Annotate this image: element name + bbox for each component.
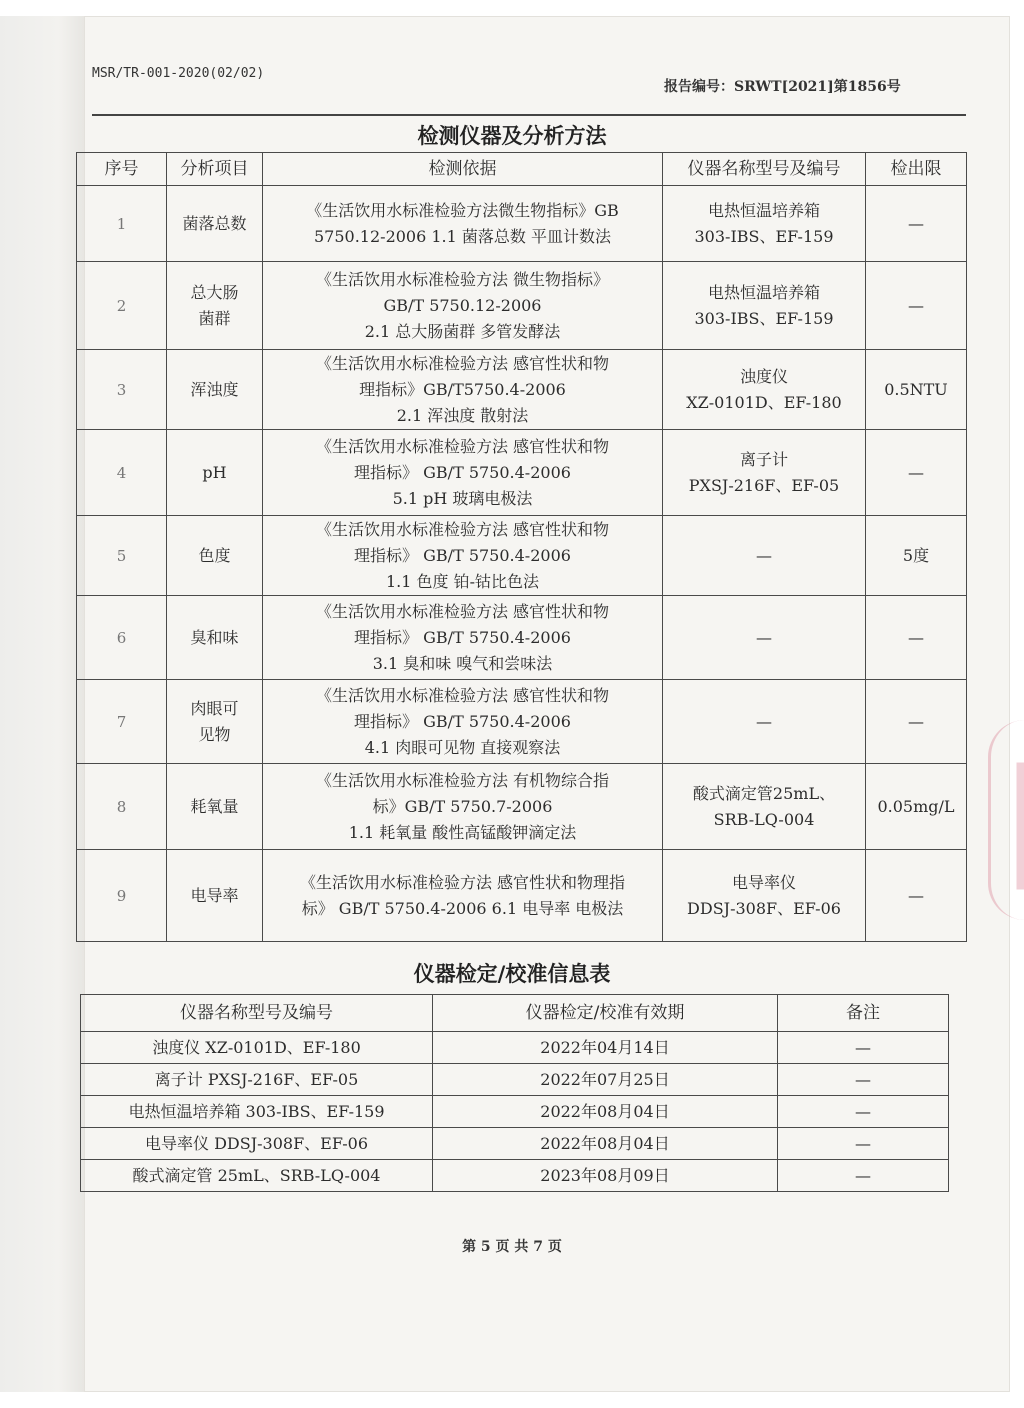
row-number: 1 (77, 186, 167, 262)
table-row (77, 350, 967, 430)
analysis-item: pH (167, 430, 263, 516)
detection-limit: 0.5NTU (866, 350, 967, 430)
calibration-instrument: 电热恒温培养箱 303-IBS、EF-159 (81, 1096, 433, 1128)
header-no: 序号 (77, 153, 167, 186)
header-divider (92, 114, 966, 116)
basis-line: 5.1 pH 玻璃电极法 (392, 488, 533, 508)
scan-edge (0, 16, 84, 1392)
analysis-item: 肉眼可见物 (167, 680, 263, 764)
basis-line: 《生活饮用水标准检验方法 感官性状和物 (315, 436, 610, 456)
instrument-line: 浊度仪 (739, 366, 788, 386)
calibration-instrument: 电导率仪 DDSJ-308F、EF-06 (81, 1128, 433, 1160)
basis-line: GB/T 5750.12-2006 (383, 295, 542, 315)
instrument-line: 303-IBS、EF-159 (694, 308, 834, 328)
row-number: 2 (77, 262, 167, 350)
test-basis (263, 764, 663, 850)
row-number: 9 (77, 850, 167, 942)
basis-line: 3.1 臭和味 嗅气和尝味法 (372, 653, 553, 673)
basis-line: 理指标》 GB/T 5750.4-2006 (354, 545, 571, 565)
calibration-valid-date: 2022年07月25日 (433, 1064, 778, 1096)
table-row (77, 850, 967, 942)
basis-line: 2.1 浑浊度 散射法 (396, 405, 529, 425)
analysis-item: 浑浊度 (167, 350, 263, 430)
row-number: 4 (77, 430, 167, 516)
instrument-line: XZ-0101D、EF-180 (686, 392, 842, 412)
header-basis: 检测依据 (263, 153, 663, 186)
row-number: 6 (77, 596, 167, 680)
analysis-item: 耗氧量 (167, 764, 263, 850)
instrument-line: — (756, 711, 772, 731)
basis-line: 理指标》 GB/T 5750.4-2006 (354, 462, 571, 482)
basis-line: 5750.12-2006 1.1 菌落总数 平皿计数法 (314, 226, 611, 246)
row-number: 7 (77, 680, 167, 764)
row-number: 8 (77, 764, 167, 850)
instrument (663, 850, 866, 942)
header-instrument: 仪器名称型号及编号 (663, 153, 866, 186)
instrument (663, 596, 866, 680)
calibration-note: — (778, 1096, 949, 1128)
instrument (663, 262, 866, 350)
calibration-note: — (778, 1128, 949, 1160)
table-row (77, 764, 967, 850)
analysis-item: 色度 (167, 516, 263, 596)
calibration-title: 仪器检定/校准信息表 (413, 962, 611, 986)
test-basis (263, 516, 663, 596)
instrument-line: — (756, 545, 772, 565)
analysis-item: 电导率 (167, 850, 263, 942)
table-row (77, 516, 967, 596)
calibration-note: — (778, 1160, 949, 1192)
basis-line: 1.1 色度 铂-钴比色法 (385, 571, 540, 591)
instrument (663, 350, 866, 430)
row-number: 3 (77, 350, 167, 430)
basis-line: 《生活饮用水标准检验方法 感官性状和物 (315, 685, 610, 705)
basis-line: 标》GB/T 5750.7-2006 (372, 796, 553, 816)
basis-line: 《生活饮用水标准检验方法 有机物综合指 (315, 770, 610, 790)
basis-line: 理指标》 GB/T 5750.4-2006 (354, 711, 571, 731)
detection-limit: — (866, 596, 967, 680)
detection-limit: — (866, 680, 967, 764)
basis-line: 《生活饮用水标准检验方法 感官性状和物 (315, 601, 610, 621)
detection-limit: 0.05mg/L (866, 764, 967, 850)
test-basis (263, 430, 663, 516)
basis-line: 标》 GB/T 5750.4-2006 6.1 电导率 电极法 (301, 898, 624, 918)
calibration-valid-date: 2022年04月14日 (433, 1032, 778, 1064)
header-limit: 检出限 (866, 153, 967, 186)
instrument-line: PXSJ-216F、EF-05 (688, 475, 840, 495)
page-number: 第 5 页 共 7 页 (462, 1239, 562, 1255)
instrument (663, 516, 866, 596)
test-basis (263, 850, 663, 942)
header-item: 分析项目 (167, 153, 263, 186)
table-row (81, 1160, 949, 1192)
table-row (77, 262, 967, 350)
basis-line: 《生活饮用水标准检验方法 微生物指标》 (315, 269, 610, 289)
table-header-row (77, 153, 967, 186)
instrument-line: 离子计 (739, 449, 788, 469)
table-header-row (81, 995, 949, 1032)
header-instrument: 仪器名称型号及编号 (81, 995, 433, 1032)
table-row (77, 186, 967, 262)
detection-limit: — (866, 186, 967, 262)
detection-limit: — (866, 850, 967, 942)
calibration-instrument: 离子计 PXSJ-216F、EF-05 (81, 1064, 433, 1096)
test-basis (263, 680, 663, 764)
methods-title: 检测仪器及分析方法 (417, 124, 607, 148)
instrument (663, 430, 866, 516)
calibration-valid-date: 2022年08月04日 (433, 1096, 778, 1128)
calibration-valid-date: 2023年08月09日 (433, 1160, 778, 1192)
report-number: 报告编号：SRWT[2021]第1856号 (664, 79, 901, 95)
basis-line: 《生活饮用水标准检验方法 感官性状和物 (315, 353, 610, 373)
instrument (663, 764, 866, 850)
header-note: 备注 (778, 995, 949, 1032)
calibration-valid-date: 2022年08月04日 (433, 1128, 778, 1160)
calibration-note: — (778, 1032, 949, 1064)
instrument-line: SRB-LQ-004 (713, 809, 815, 829)
basis-line: 《生活饮用水标准检验方法 感官性状和物 (315, 519, 610, 539)
test-basis (263, 186, 663, 262)
table-row (77, 680, 967, 764)
instrument-line: 电热恒温培养箱 (707, 282, 820, 302)
calibration-table (80, 994, 949, 1192)
detection-limit: — (866, 430, 967, 516)
seal-stamp-edge (988, 720, 1024, 920)
header-valid-date: 仪器检定/校准有效期 (433, 995, 778, 1032)
test-basis (263, 596, 663, 680)
detection-limit: — (866, 262, 967, 350)
table-row (81, 1096, 949, 1128)
analysis-item: 总大肠菌群 (167, 262, 263, 350)
basis-line: 2.1 总大肠菌群 多管发酵法 (364, 321, 561, 341)
calibration-instrument: 酸式滴定管 25mL、SRB-LQ-004 (81, 1160, 433, 1192)
instrument-line: — (756, 627, 772, 647)
instrument-line: 电热恒温培养箱 (707, 200, 820, 220)
table-row (81, 1064, 949, 1096)
instrument-line: DDSJ-308F、EF-06 (687, 898, 841, 918)
analysis-item: 菌落总数 (167, 186, 263, 262)
analysis-item: 臭和味 (167, 596, 263, 680)
instrument-line: 303-IBS、EF-159 (694, 226, 834, 246)
calibration-note: — (778, 1064, 949, 1096)
table-row (81, 1128, 949, 1160)
instrument-line: 酸式滴定管25mL、 (692, 783, 836, 803)
basis-line: 理指标》 GB/T 5750.4-2006 (354, 627, 571, 647)
instrument (663, 186, 866, 262)
table-row (81, 1032, 949, 1064)
row-number: 5 (77, 516, 167, 596)
instrument (663, 680, 866, 764)
basis-line: 理指标》GB/T5750.4-2006 (359, 379, 566, 399)
basis-line: 4.1 肉眼可见物 直接观察法 (364, 737, 561, 757)
table-row (77, 430, 967, 516)
test-basis (263, 262, 663, 350)
detection-limit: 5度 (866, 516, 967, 596)
calibration-instrument: 浊度仪 XZ-0101D、EF-180 (81, 1032, 433, 1064)
basis-line: 1.1 耗氧量 酸性高锰酸钾滴定法 (348, 822, 577, 842)
document-code: MSR/TR-001-2020(02/02) (92, 66, 265, 81)
instrument-line: 电导率仪 (731, 872, 796, 892)
basis-line: 《生活饮用水标准检验方法微生物指标》GB (306, 200, 619, 220)
methods-table (76, 152, 967, 942)
table-row (77, 596, 967, 680)
basis-line: 《生活饮用水标准检验方法 感官性状和物理指 (299, 872, 626, 892)
test-basis (263, 350, 663, 430)
